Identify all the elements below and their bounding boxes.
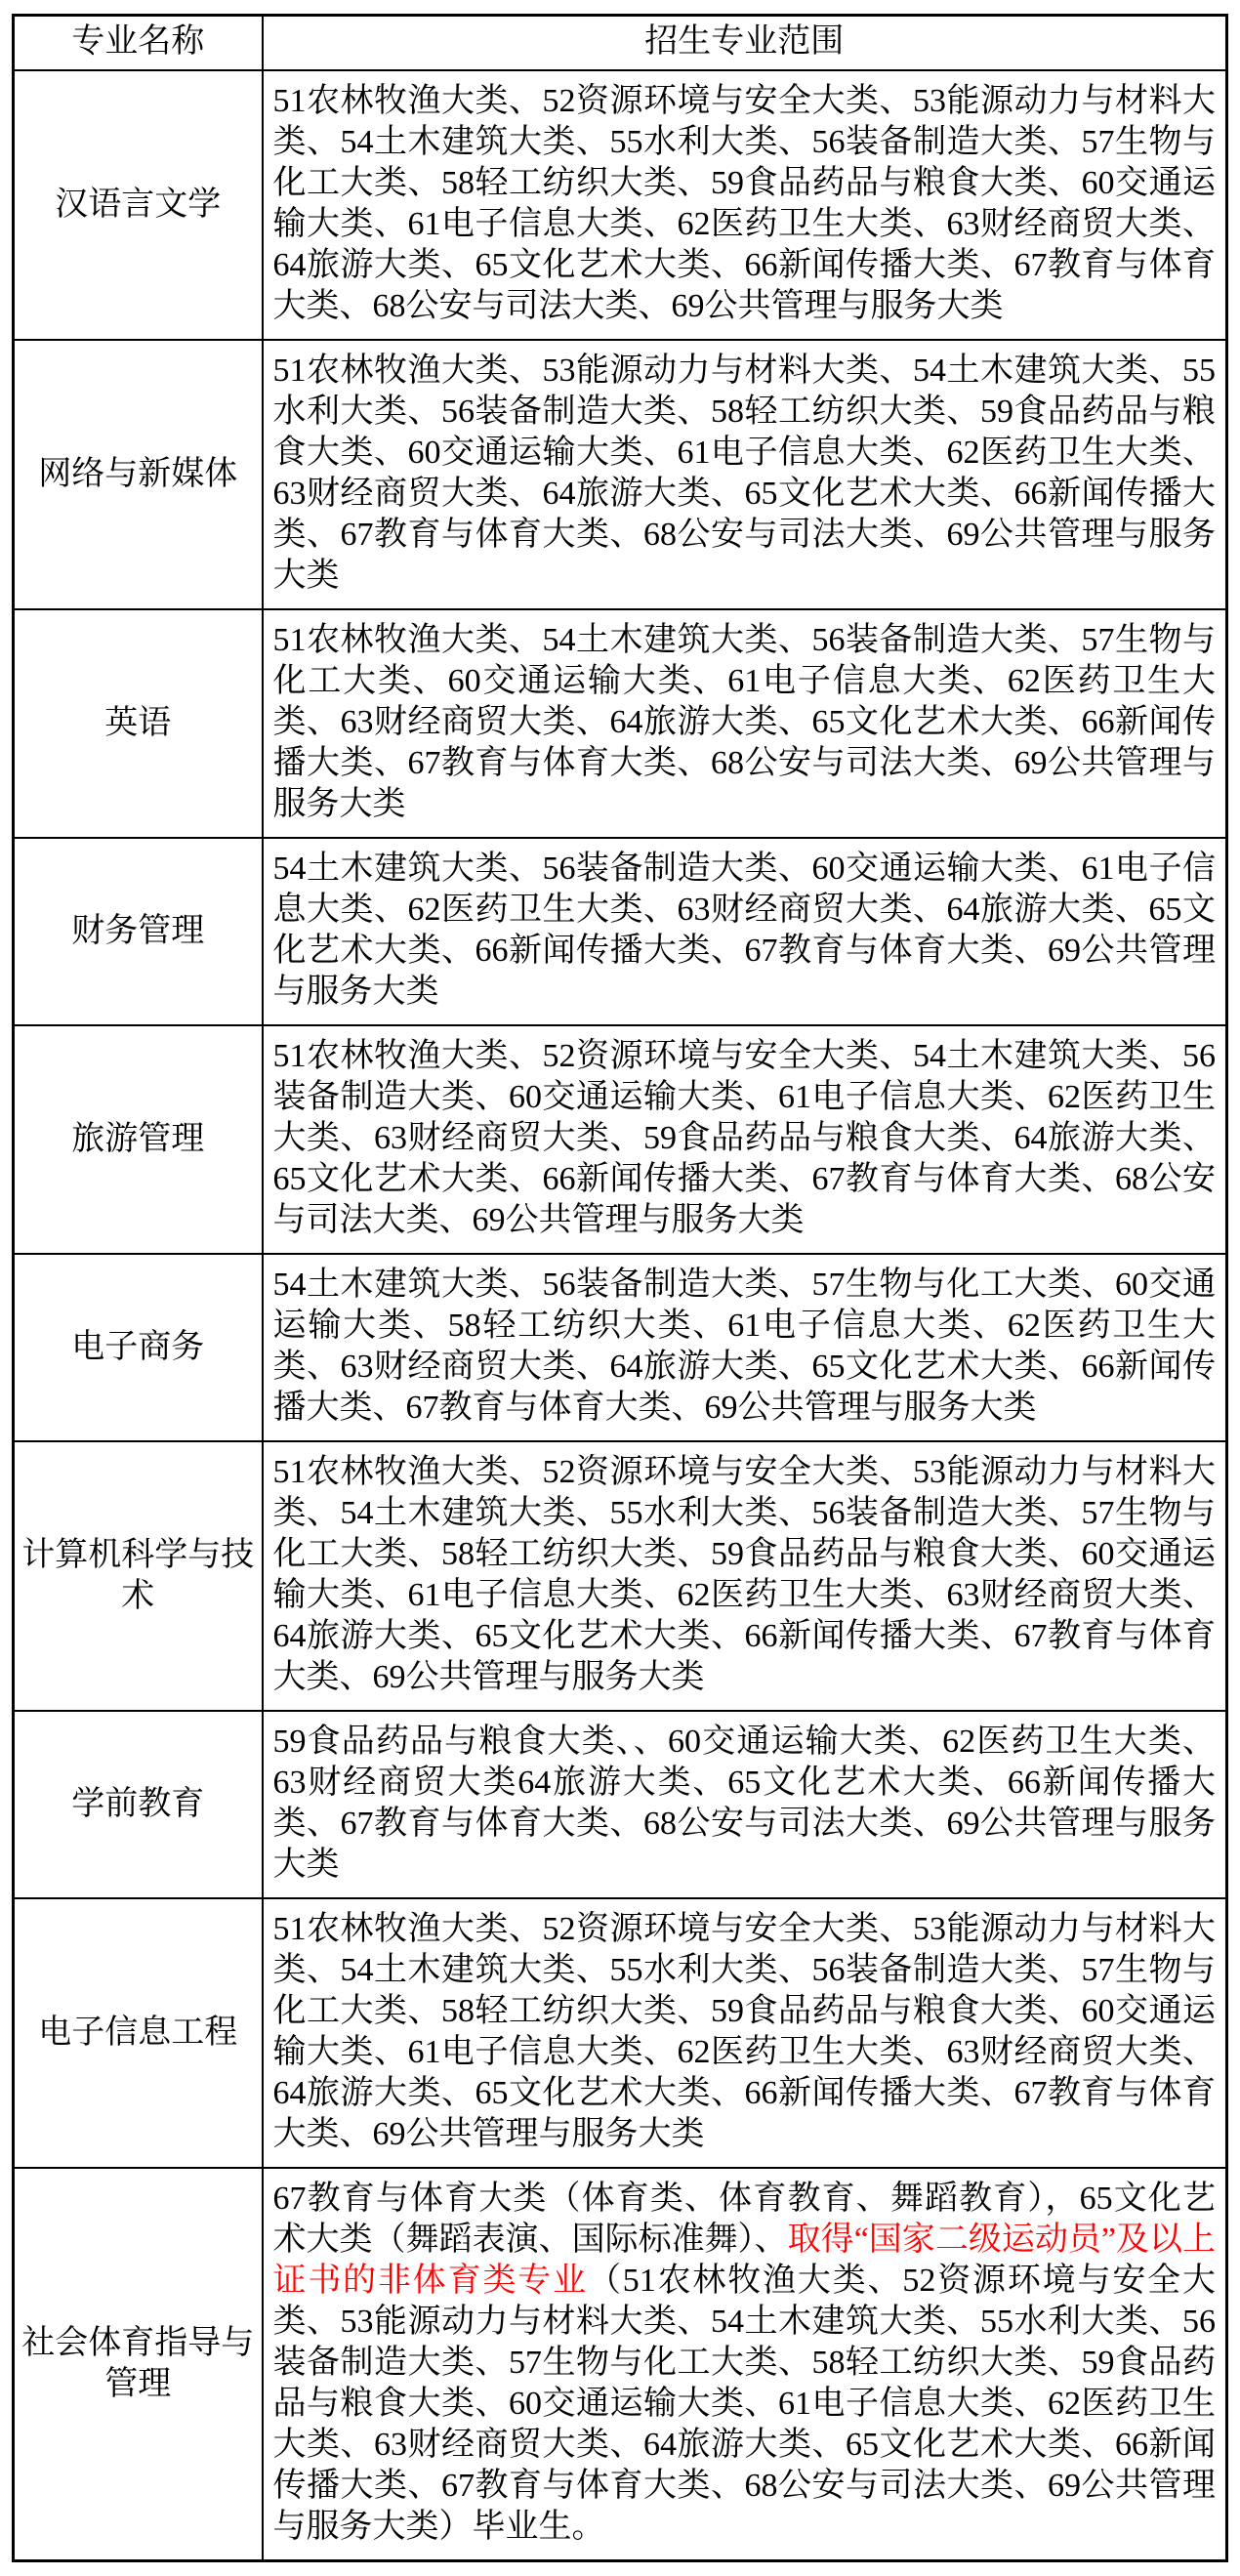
- table-row: [14, 1711, 1227, 1898]
- major-name-cell: 学前教育: [14, 1711, 263, 1898]
- scope-cell: [263, 1711, 1227, 1898]
- table-row: [14, 838, 1227, 1025]
- scope-cell: [263, 1025, 1227, 1254]
- major-name-cell: 英语: [14, 609, 263, 838]
- header-row: [14, 16, 1227, 70]
- scope-segment: （51农林牧渔大类、52资源环境与安全大类、53能源动力与材料大类、54土木建筑大类、55水利大类、56装备制造大类、57生物与化工大类、58轻工纺织大类、59食品药品与粮食大类、60交通运输大类、61电子信息大类、62医药卫生大类、63财经商贸大类、64旅游大类、65文化艺术大类、66新闻传播大类、67教育与体育大类、68公安与司法大类、69公共管理与服务大类）毕业生。: [272, 2262, 1217, 2545]
- scope-cell: [263, 609, 1227, 838]
- scope-cell: [263, 2168, 1227, 2561]
- table-row: [14, 1898, 1227, 2168]
- header-enrollment-scope: 招生专业范围: [263, 16, 1227, 70]
- scope-cell: [263, 1898, 1227, 2168]
- scope-segment: 51农林牧渔大类、52资源环境与安全大类、53能源动力与材料大类、54土木建筑大类、55水利大类、56装备制造大类、57生物与化工大类、58轻工纺织大类、59食品药品与粮食大类、60交通运输大类、61电子信息大类、62医药卫生大类、63财经商贸大类、64旅游大类、65文化艺术大类、66新闻传播大类、67教育与体育大类、69公共管理与服务大类: [272, 1910, 1216, 2152]
- major-name-cell: 电子信息工程: [14, 1898, 263, 2168]
- major-name-cell: 网络与新媒体: [14, 340, 263, 609]
- header-major-name: 专业名称: [14, 16, 263, 70]
- table-row: [14, 1254, 1227, 1441]
- scope-cell: [263, 1441, 1227, 1711]
- scope-segment: 54土木建筑大类、56装备制造大类、60交通运输大类、61电子信息大类、62医药卫生大类、63财经商贸大类、64旅游大类、65文化艺术大类、66新闻传播大类、67教育与体育大类、69公共管理与服务大类: [272, 850, 1216, 1010]
- table-row: [14, 1441, 1227, 1711]
- scope-cell: [263, 838, 1227, 1025]
- table-body: [14, 70, 1227, 2561]
- scope-segment: 51农林牧渔大类、54土木建筑大类、56装备制造大类、57生物与化工大类、60交通运输大类、61电子信息大类、62医药卫生大类、63财经商贸大类、64旅游大类、65文化艺术大类、66新闻传播大类、67教育与体育大类、68公安与司法大类、69公共管理与服务大类: [272, 621, 1216, 822]
- major-name-cell: 计算机科学与技术: [14, 1441, 263, 1711]
- scope-cell: [263, 340, 1227, 609]
- major-name-cell: 电子商务: [14, 1254, 263, 1441]
- table-row: [14, 340, 1227, 609]
- scope-cell: [263, 70, 1227, 340]
- major-name-cell: 旅游管理: [14, 1025, 263, 1254]
- scope-segment: 67教育与体育大类（体育类、体育教育、舞蹈教育），65文化艺术大类（舞蹈表演、国际标准舞）、: [272, 2180, 1216, 2258]
- table-row: [14, 609, 1227, 838]
- major-name-cell: 财务管理: [14, 838, 263, 1025]
- table-row: [14, 1025, 1227, 1254]
- scope-segment-red: 取得“国家二级运动员”及以上证书的非体育类专业: [272, 2221, 1216, 2299]
- scope-segment: 51农林牧渔大类、52资源环境与安全大类、54土木建筑大类、56装备制造大类、60交通运输大类、61电子信息大类、62医药卫生大类、63财经商贸大类、59食品药品与粮食大类、64旅游大类、65文化艺术大类、66新闻传播大类、67教育与体育大类、68公安与司法大类、69公共管理与服务大类: [272, 1037, 1216, 1238]
- major-name-cell: 汉语言文学: [14, 70, 263, 340]
- scope-segment: 51农林牧渔大类、53能源动力与材料大类、54土木建筑大类、55水利大类、56装备制造大类、58轻工纺织大类、59食品药品与粮食大类、60交通运输大类、61电子信息大类、62医药卫生大类、63财经商贸大类、64旅游大类、65文化艺术大类、66新闻传播大类、67教育与体育大类、68公安与司法大类、69公共管理与服务大类: [272, 352, 1216, 594]
- scope-cell: [263, 1254, 1227, 1441]
- scope-segment: 54土木建筑大类、56装备制造大类、57生物与化工大类、60交通运输大类、58轻工纺织大类、61电子信息大类、62医药卫生大类、63财经商贸大类、64旅游大类、65文化艺术大类、66新闻传播大类、67教育与体育大类、69公共管理与服务大类: [272, 1266, 1216, 1426]
- table-row: [14, 2168, 1227, 2561]
- major-name-cell: 社会体育指导与管理: [14, 2168, 263, 2561]
- table-row: [14, 70, 1227, 340]
- admission-scope-table: [12, 14, 1228, 2562]
- scope-segment: 59食品药品与粮食大类、、60交通运输大类、62医药卫生大类、63财经商贸大类64旅游大类、65文化艺术大类、66新闻传播大类、67教育与体育大类、68公安与司法大类、69公共管理与服务大类: [272, 1723, 1216, 1883]
- table-header: [14, 16, 1227, 70]
- scope-segment: 51农林牧渔大类、52资源环境与安全大类、53能源动力与材料大类、54土木建筑大类、55水利大类、56装备制造大类、57生物与化工大类、58轻工纺织大类、59食品药品与粮食大类、60交通运输大类、61电子信息大类、62医药卫生大类、63财经商贸大类、64旅游大类、65文化艺术大类、66新闻传播大类、67教育与体育大类、68公安与司法大类、69公共管理与服务大类: [272, 82, 1216, 324]
- scope-segment: 51农林牧渔大类、52资源环境与安全大类、53能源动力与材料大类、54土木建筑大类、55水利大类、56装备制造大类、57生物与化工大类、58轻工纺织大类、59食品药品与粮食大类、60交通运输大类、61电子信息大类、62医药卫生大类、63财经商贸大类、64旅游大类、65文化艺术大类、66新闻传播大类、67教育与体育大类、69公共管理与服务大类: [272, 1453, 1216, 1695]
